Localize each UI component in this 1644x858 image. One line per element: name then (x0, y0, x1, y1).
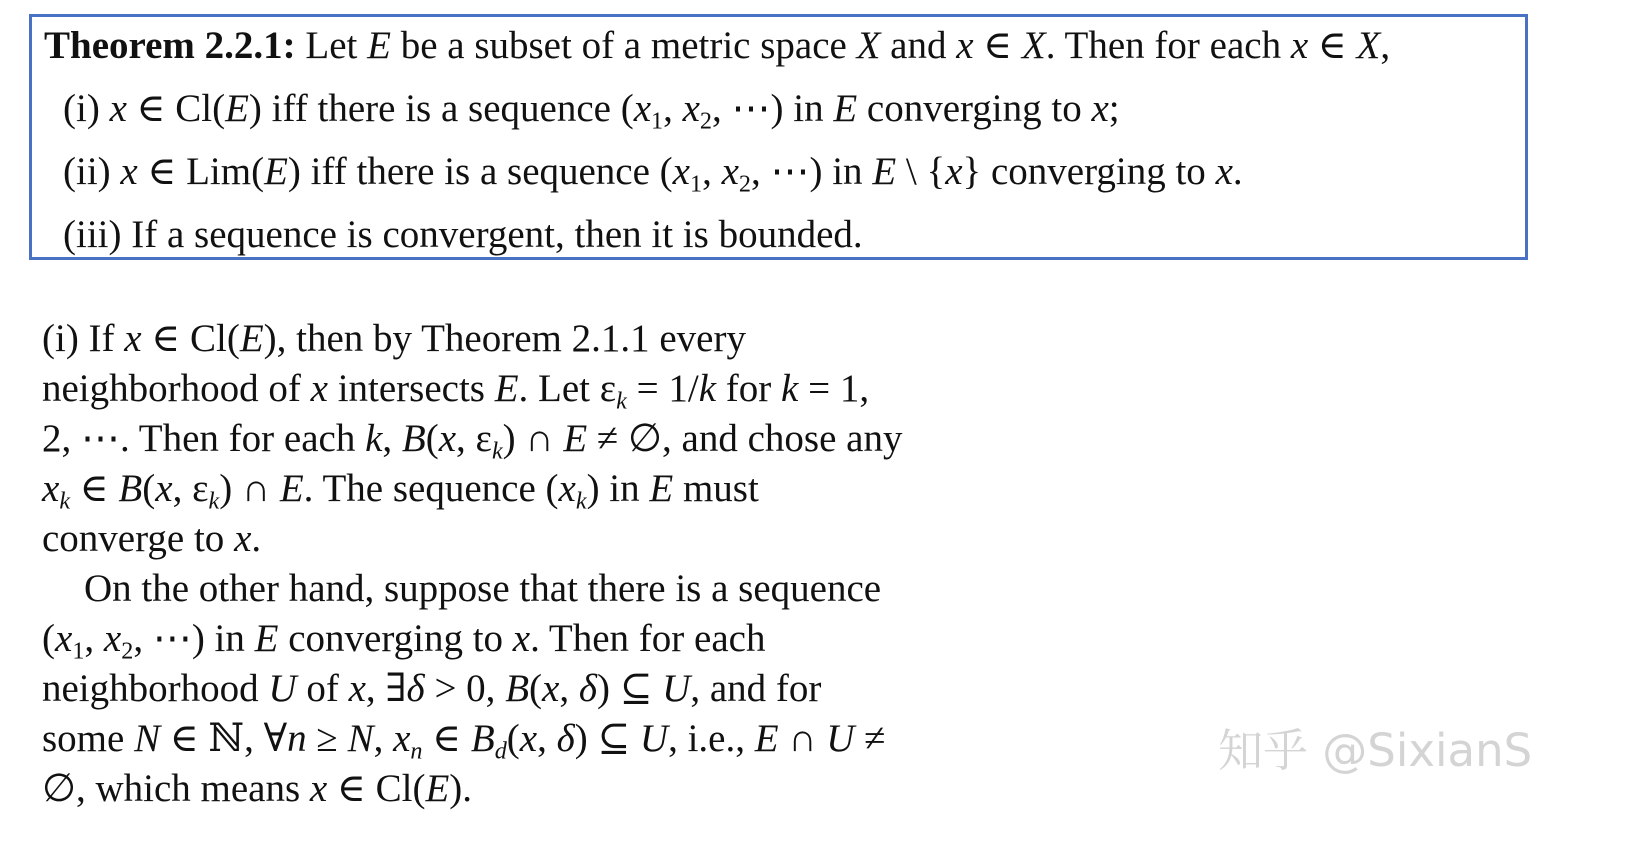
proof-line: converge to x. (42, 517, 262, 560)
proof-line: On the other hand, suppose that there is a sequence (84, 567, 882, 610)
proof-line: some N ∈ ℕ, ∀n ≥ N, $x_n$ ∈ $B_d(x$, δ) ⊆ U, i.e., E ∩ U ≠ (42, 717, 886, 765)
proof-line: (i) If x ∈ Cl(E), then by Theorem 2.1.1 every (42, 317, 746, 360)
watermark: 知乎 @SixianS (1218, 724, 1533, 777)
theorem-item-1: (i) x ∈ Cl(E) iff there is a sequence ($x_1$, $x_2$, ⋯) in E converging to x; (63, 87, 1120, 135)
proof-line: neighborhood U of x, ∃δ > 0, B(x, δ) ⊆ U, and for (42, 667, 822, 710)
proof-line: $x_k$ ∈ B(x, $\varepsilon_k$) ∩ E. The sequence $(x_k)$ in E must (42, 467, 759, 515)
proof-line: ($x_1$, $x_2$, ⋯) in E converging to x. Then for each (42, 617, 766, 665)
proof-line: ∅, which means x ∈ Cl(E). (42, 767, 473, 810)
proof-line: neighborhood of x intersects E. Let $\varepsilon_k = 1/k$ for k = 1, (42, 367, 870, 415)
proof-line: 2, ⋯. Then for each k, B(x, $\varepsilon_k$) ∩ E ≠ ∅, and chose any (42, 417, 903, 465)
theorem-item-2: (ii) x ∈ Lim(E) iff there is a sequence ($x_1$, $x_2$, ⋯) in E \ {x} converging to x. (63, 150, 1243, 198)
theorem-label: Theorem 2.2.1: (44, 24, 296, 67)
theorem-item-3: (iii) If a sequence is convergent, then it is bounded. (63, 213, 863, 256)
theorem-statement: Theorem 2.2.1: Let E be a subset of a metric space X and x ∈ X. Then for each x ∈ X, (44, 24, 1391, 67)
